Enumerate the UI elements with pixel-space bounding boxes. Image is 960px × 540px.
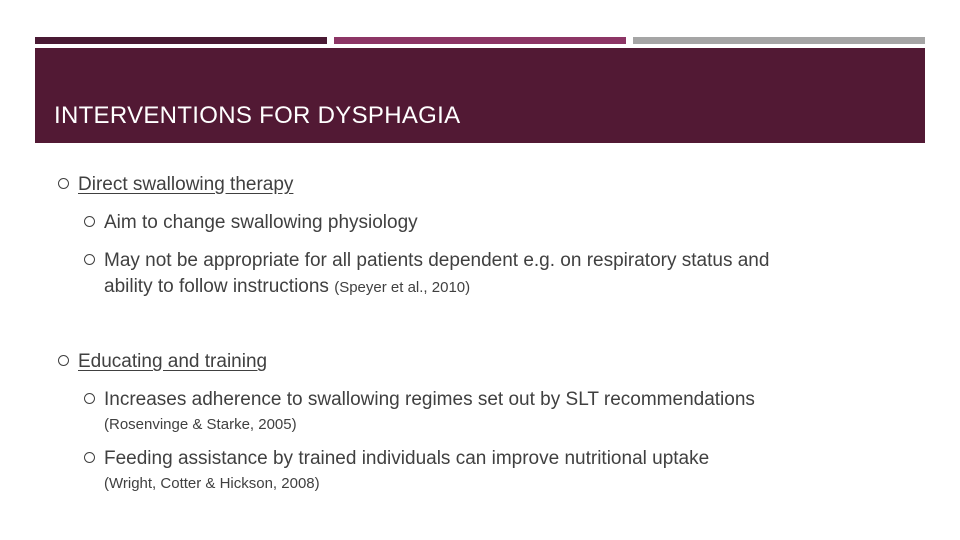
hollow-circle-bullet-icon xyxy=(58,178,69,189)
citation: (Rosenvinge & Starke, 2005) xyxy=(104,416,297,433)
citation: (Speyer et al., 2010) xyxy=(334,279,471,296)
hollow-circle-bullet-icon xyxy=(84,216,95,227)
slide-content: Direct swallowing therapy Aim to change swallowing physiology May not be appropriate for all patients dependent e.g. on respiratory status and ability to follow instructions (Speyer et al., 2010) Educating and training Increases adherence to swallowing regimes set out by SLT recommendations (Rosenvinge & Starke, 2005) Feeding assistance by trained individuals can improve nutritional uptake (Wright, Cotter & Hickson, 2008) xyxy=(0,0,960,540)
hollow-circle-bullet-icon xyxy=(84,393,95,404)
citation: (Wright, Cotter & Hickson, 2008) xyxy=(104,475,320,492)
hollow-circle-bullet-icon xyxy=(84,452,95,463)
slide-title: INTERVENTIONS FOR DYSPHAGIA xyxy=(54,102,461,129)
hollow-circle-bullet-icon xyxy=(84,254,95,265)
hollow-circle-bullet-icon xyxy=(58,355,69,366)
